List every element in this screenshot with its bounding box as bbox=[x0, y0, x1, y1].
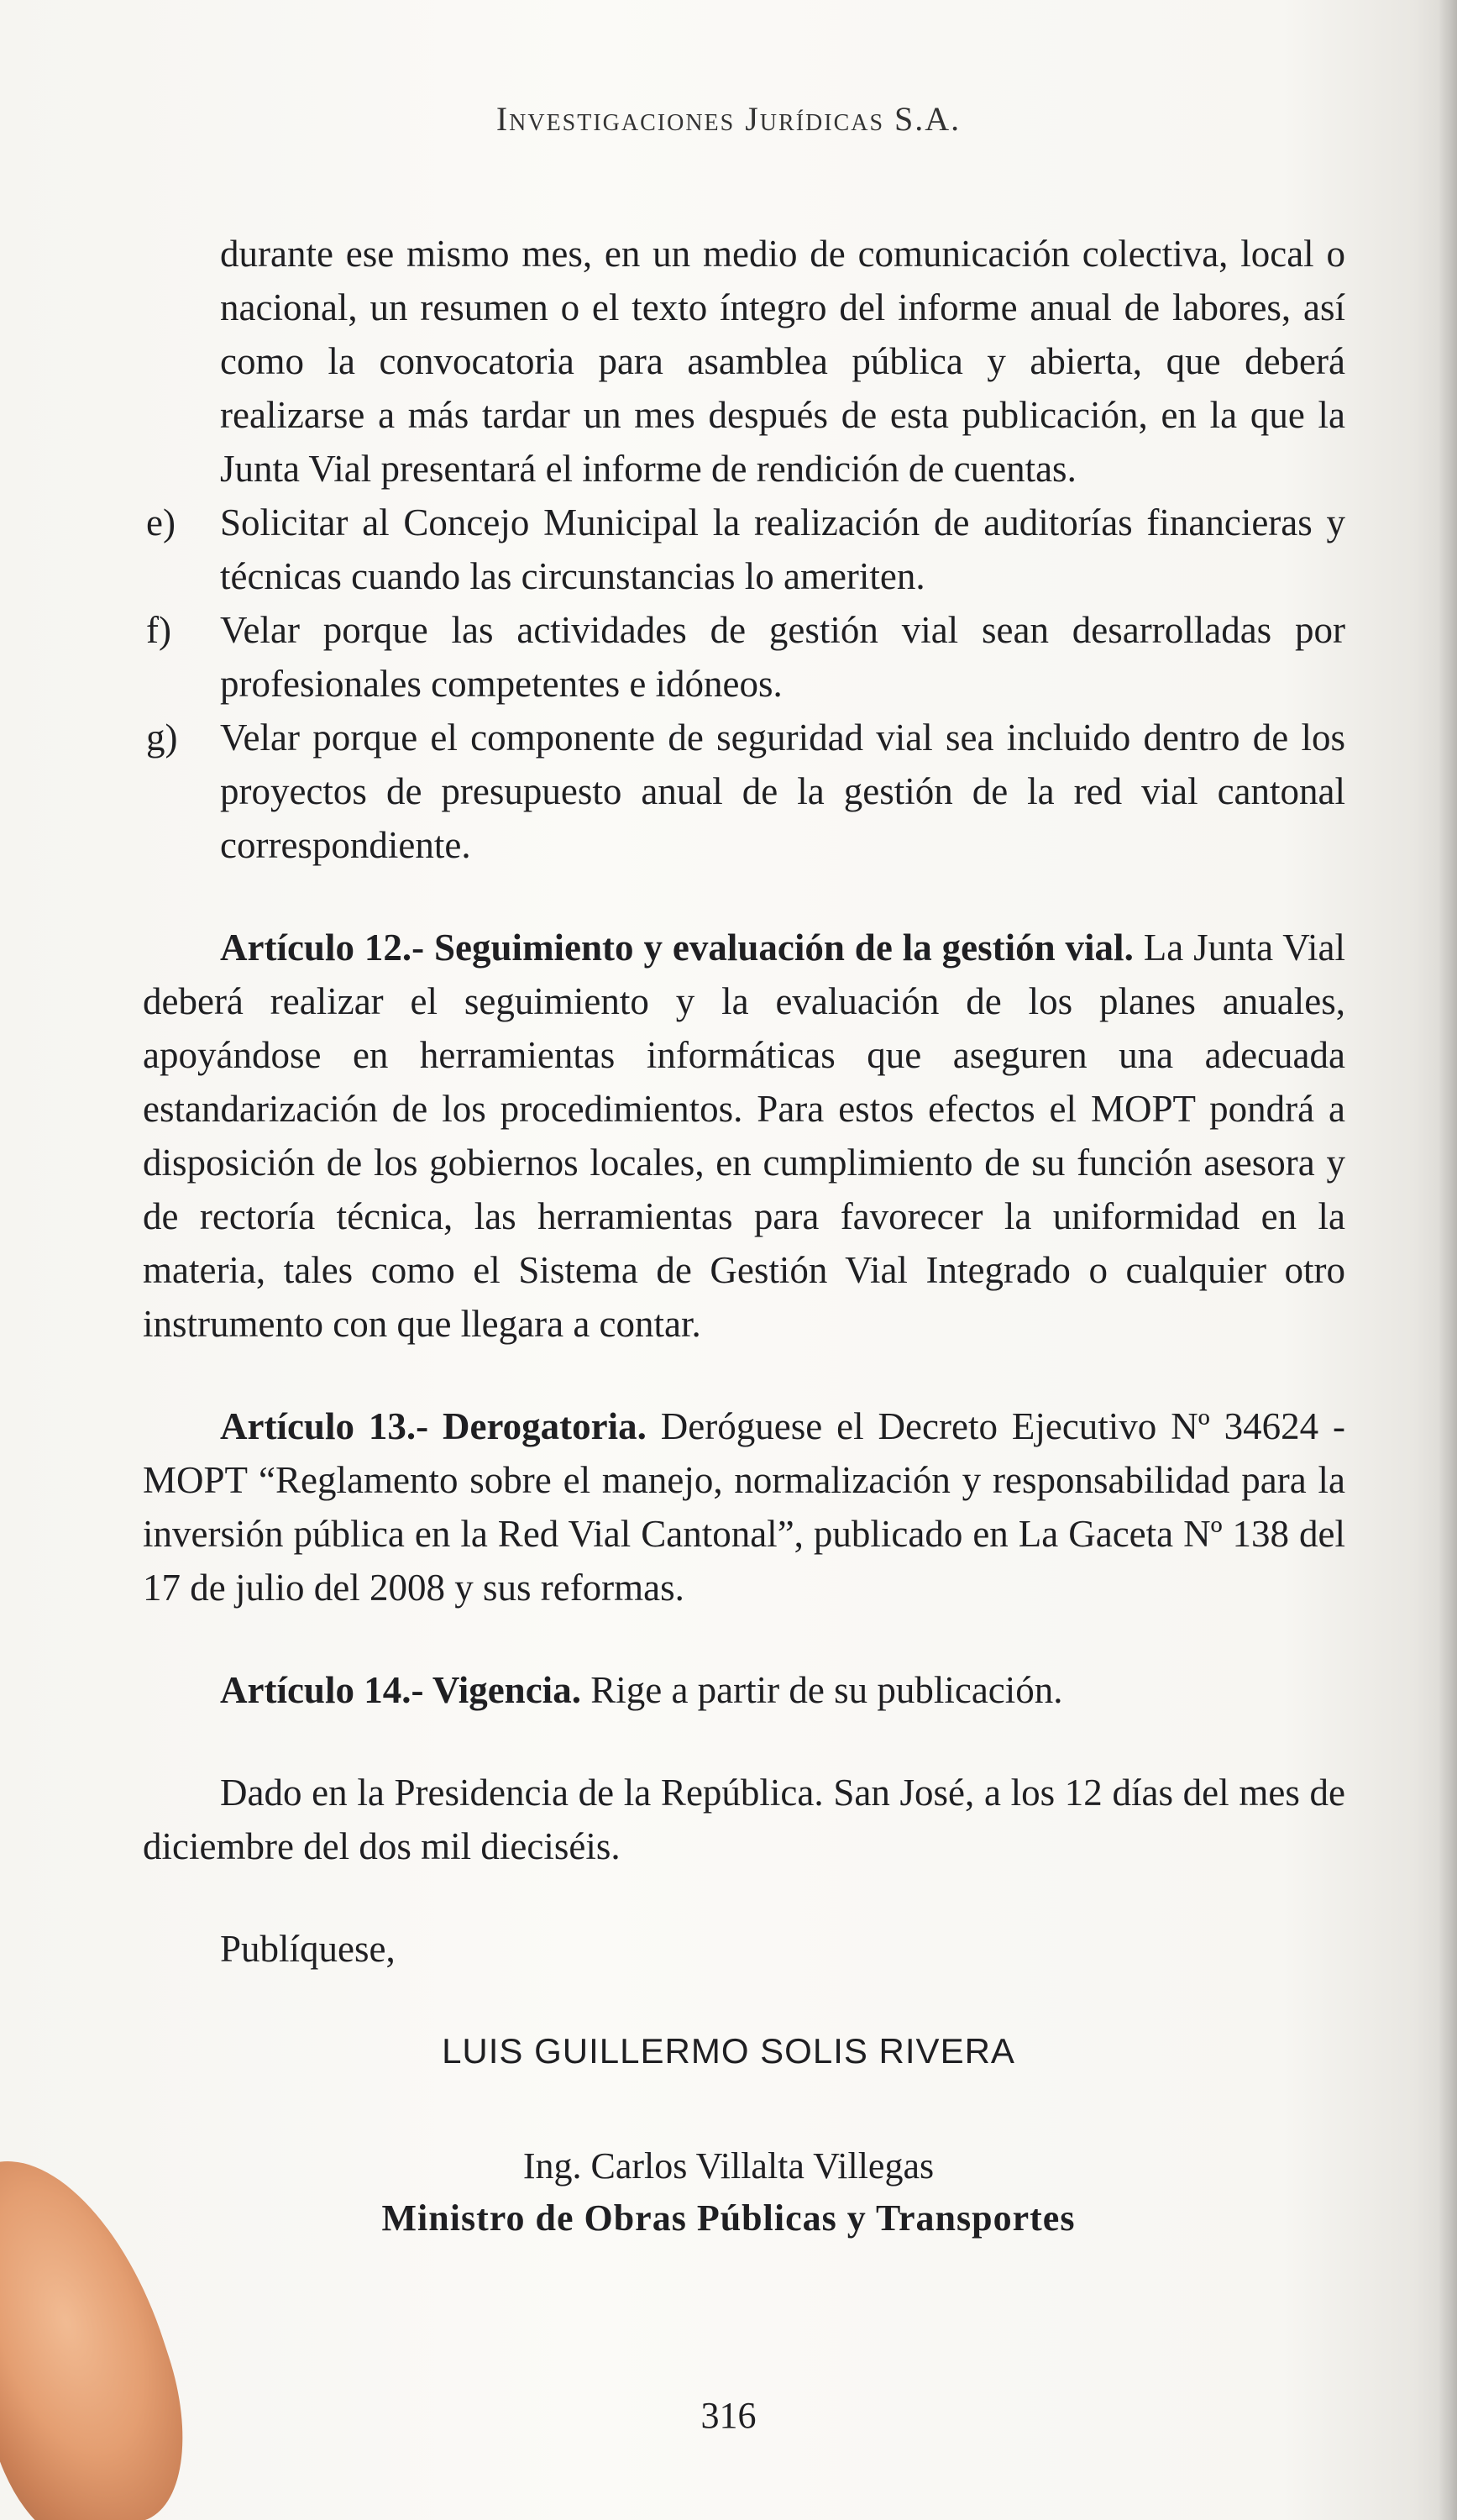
article-heading: Artículo 14.- Vigencia. bbox=[220, 1669, 581, 1711]
article-13 bbox=[143, 1399, 1345, 1614]
minister-role: Ministro de Obras Públicas y Transportes bbox=[381, 2197, 1076, 2239]
article-14 bbox=[143, 1663, 1345, 1717]
article-heading: Artículo 12.- Seguimiento y evaluación de la gestión vial. bbox=[220, 927, 1134, 969]
article-text: Deróguese el Decreto Ejecutivo Nº 34624 -MOPT “Reglamento sobre el manejo, normalización y responsabilidad para la inversión pública en la Red Vial Cantonal”, publicado en La Gaceta Nº 138 del 17 de julio del 2008 y sus reformas. bbox=[143, 1405, 1346, 1609]
article-text: Rige a partir de su publicación. bbox=[580, 1669, 1063, 1711]
list-item-text: Solicitar al Concejo Municipal la realización de auditorías financieras y técnicas cuando las circunstancias lo ameriten. bbox=[220, 501, 1345, 597]
body-text bbox=[143, 227, 1346, 1976]
running-head: Investigaciones Jurídicas S.A. bbox=[495, 100, 962, 138]
list-item-text: Velar porque el componente de seguridad vial sea incluido dentro de los proyectos de presupuesto anual de la gestión de la red vial cantonal correspondiente. bbox=[220, 717, 1345, 866]
list-item-e bbox=[146, 496, 1345, 603]
continuation-paragraph: durante ese mismo mes, en un medio de comunicación colectiva, local o nacional, un resumen o el texto íntegro del informe anual de labores, así como la convocatoria para asamblea pública y abierta, que deberá realizarse a más tardar un mes después de esta publicación, en la que la Junta Vial presentará el informe de rendición de cuentas. bbox=[220, 233, 1345, 490]
president-name: LUIS GUILLERMO SOLIS RIVERA bbox=[442, 2031, 1015, 2071]
list-item-g bbox=[146, 711, 1345, 872]
given-at-paragraph: Dado en la Presidencia de la República. San José, a los 12 días del mes de diciembre del dos mil dieciséis. bbox=[143, 1772, 1345, 1867]
page-number: 316 bbox=[700, 2395, 757, 2436]
list-item-text: Velar porque las actividades de gestión vial sean desarrolladas por profesionales competentes e idóneos. bbox=[220, 609, 1345, 705]
list-item-f bbox=[146, 603, 1345, 711]
list-marker: e) bbox=[146, 501, 176, 543]
list-marker: g) bbox=[146, 717, 178, 759]
publish-line: Publíquese, bbox=[220, 1928, 396, 1970]
article-text: La Junta Vial deberá realizar el seguimiento y la evaluación de los planes anuales, apoyándose en herramientas informáticas que aseguren una adecuada estandarización de los procedimientos. Para estos efectos el MOPT pondrá a disposición de los gobiernos locales, en cumplimiento de su función asesora y de rectoría técnica, las herramientas para favorecer la uniformidad en la materia, tales como el Sistema de Gestión Vial Integrado o cualquier otro instrumento con que llegara a contar. bbox=[143, 927, 1345, 1345]
article-heading: Artículo 13.- Derogatoria. bbox=[220, 1405, 647, 1447]
minister-signature bbox=[0, 2140, 1457, 2244]
article-12 bbox=[143, 921, 1345, 1351]
minister-name: Ing. Carlos Villalta Villegas bbox=[522, 2145, 935, 2187]
list-marker: f) bbox=[146, 609, 171, 651]
